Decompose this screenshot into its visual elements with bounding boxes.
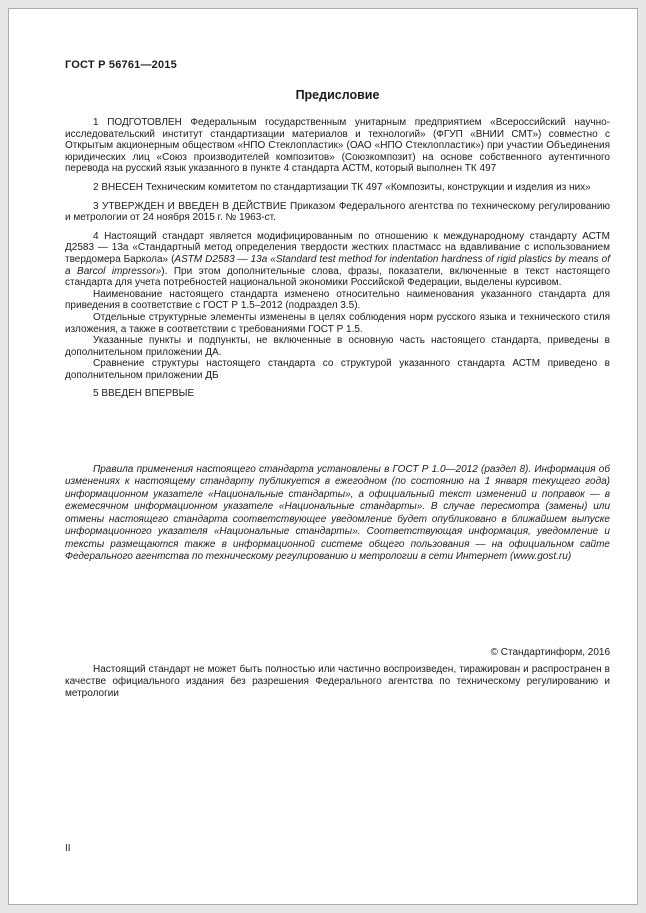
document-page [8, 8, 638, 905]
legal-notice: Правила применения настоящего стандарта установлены в ГОСТ Р 1.0—2012 (раздел 8). Информация об изменениях к настоящему стандарту публикуется в ежегодном (по состоянию на 1 января текущего года) информационном указателе «Национальные стандарты», а официальный текст изменений и поправок — в ежемесячном информационном указателе «Национальные стандарты». В случае пересмотра (замены) или отмены настоящего стандарта соответствующее уведомление будет опубликовано в ближайшем выпуске информационного указателя «Национальные стандарты». Соответствующая информация, уведомление и тексты размещаются также в информационной системе общего пользования — на официальном сайте Федерального агентства по техническому регулированию и метрологии в сети Интернет (www.gost.ru) [65, 464, 610, 562]
foreword-item-4-citation-en: ASTM D2583 — 13a «Standard test method for indentation hardness of rigid plastics by means of a Barcol impressor» [65, 253, 610, 277]
foreword-item-3: 3 УТВЕРЖДЕН И ВВЕДЕН В ДЕЙСТВИЕ Приказом Федерального агентства по техническому регулированию и метрологии от 24 ноября 2015 г. № 1963-ст. [65, 200, 610, 224]
foreword-note-structure-comparison: Сравнение структуры настоящего стандарта со структурой указанного стандарта АСТМ приведено в дополнительном приложении ДБ [65, 358, 610, 381]
copyright-notice: © Стандартинформ, 2016 [490, 647, 610, 659]
foreword-note-structure-elements: Отдельные структурные элементы изменены в целях соблюдения норм русского языка и технического стиля изложения, а также в соответствии с требованиями ГОСТ Р 1.5. [65, 311, 610, 335]
foreword-note-excluded-clauses: Указанные пункты и подпункты, не включенные в основную часть настоящего стандарта, приведены в дополнительном приложении ДА. [65, 335, 610, 358]
reproduction-notice: Настоящий стандарт не может быть полностью или частично воспроизведен, тиражирован и распространен в качестве официального издания без разрешения Федерального агентства по техническому регулированию и метрологии [65, 664, 610, 699]
foreword-note-name-change: Наименование настоящего стандарта изменено относительно наименования указанного стандарта для приведения в соответствие с ГОСТ Р 1.5–2012 (подраздел 3.5). [65, 288, 610, 312]
foreword-item-4-text-ru: 4 Настоящий стандарт является модифицированным по отношению к международному стандарту АСТМ Д2583 — 13а «Стандартный метод определения твердости жестких пластмасс на вдавливание с использованием твердомера Баркола» ( [65, 230, 610, 265]
page-number: II [65, 843, 71, 854]
foreword-item-5: 5 ВВЕДЕН ВПЕРВЫЕ [93, 388, 195, 400]
doc-number: ГОСТ Р 56761—2015 [65, 59, 177, 71]
foreword-item-1: 1 ПОДГОТОВЛЕН Федеральным государственным унитарным предприятием «Всероссийский научно-исследовательский институт стандартизации материалов и технологий» (ФГУП «ВНИИ СМТ») совместно с Открытым акционерным обществом «НПО Стеклопластик» (ОАО «НПО Стеклопластик») при участии Объединения юридических лиц «Союз производителей композитов» (Союзкомпозит) на основе собственного аутентичного перевода на русский язык указанного в пункте 4 стандарта АСТМ, который выполнен ТК 497 [65, 117, 610, 175]
foreword-item-2: 2 ВНЕСЕН Техническим комитетом по стандартизации ТК 497 «Композиты, конструкции и изделия из них» [93, 181, 591, 193]
foreword-title: Предисловие [295, 88, 380, 102]
foreword-item-4-text-ru-after: ). При этом дополнительные слова, фразы, показатели, включенные в текст настоящего стандарта для учета потребностей национальной экономики Российской Федерации, выделены курсивом. [65, 265, 611, 289]
foreword-item-4 [65, 231, 610, 289]
